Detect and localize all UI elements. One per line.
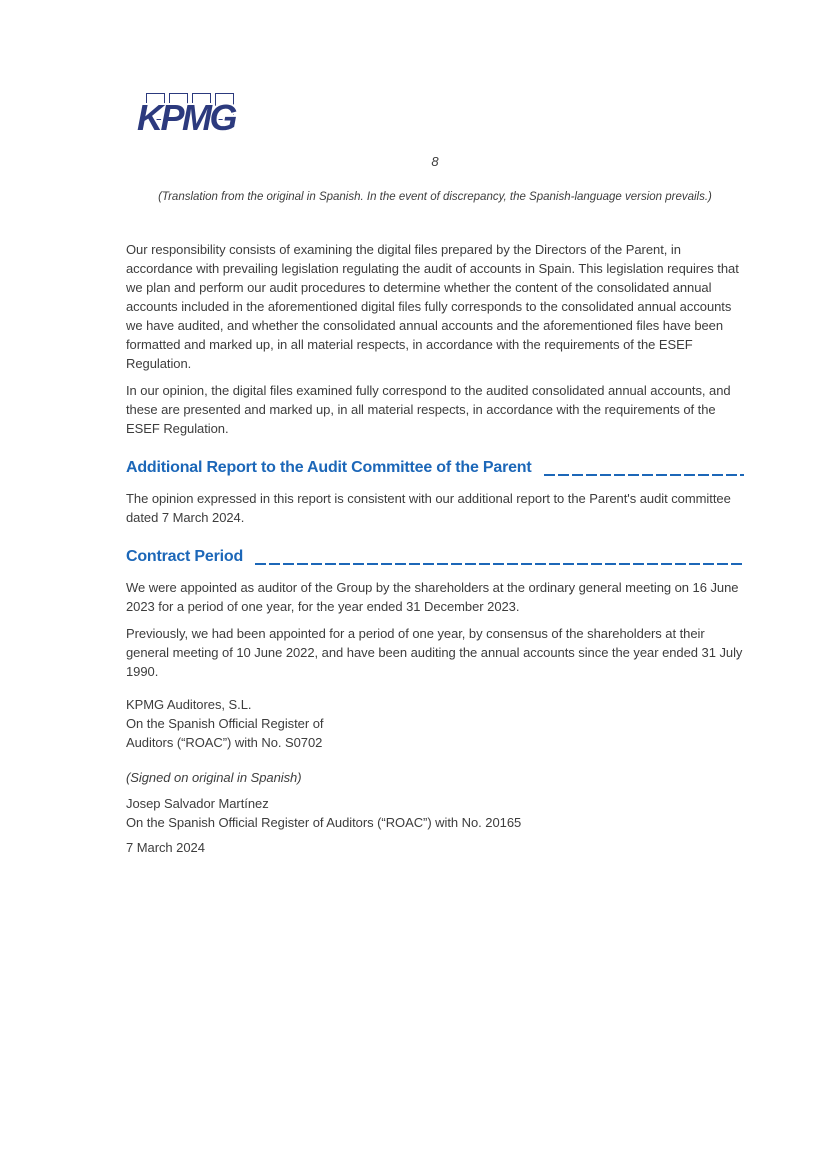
- signer-block: [126, 794, 744, 832]
- section-heading: [126, 459, 744, 477]
- section-heading: [126, 548, 744, 566]
- signature-block: [126, 695, 744, 857]
- intro-paragraphs: [126, 240, 744, 438]
- firm-register-line: On the Spanish Official Register of: [126, 716, 324, 731]
- heading-rule: [544, 474, 745, 476]
- paragraph: Our responsibility consists of examining the digital files prepared by the Directors of the Parent, in accordance with prevailing legislation regulating the audit of accounts in Spain. This legislation requires that we plan and perform our audit procedures to determine whether the content of the consolidated annual accounts included in the aforementioned digital files fully corresponds to the consolidated annual accounts we have audited, and whether the consolidated annual accounts and the aforementioned files have been formatted and marked up, in all material respects, in accordance with the requirements of the ESEF Regulation.: [126, 242, 739, 371]
- logo-wordmark: KPMG: [137, 97, 235, 138]
- heading-rule: [255, 563, 744, 565]
- firm-register-line: Auditors (“ROAC”) with No. S0702: [126, 735, 323, 750]
- paragraph: In our opinion, the digital files examined fully correspond to the audited consolidated annual accounts, and these are presented and marked up, in all material respects, in accordance with the requirements of the ESEF Regulation.: [126, 383, 731, 436]
- section-heading-label: Additional Report to the Audit Committee of the Parent: [126, 459, 532, 476]
- paragraph: We were appointed as auditor of the Group by the shareholders at the ordinary general meeting on 16 June 2023 for a period of one year, for the year ended 31 December 2023.: [126, 580, 739, 614]
- firm-name: KPMG Auditores, S.L.: [126, 697, 252, 712]
- signature-date: 7 March 2024: [126, 840, 205, 855]
- section-heading-label: Contract Period: [126, 548, 244, 565]
- signer-name: Josep Salvador Martínez: [126, 796, 269, 811]
- translation-note: (Translation from the original in Spanish. In the event of discrepancy, the Spanish-language version prevails.): [158, 191, 712, 203]
- section-additional-report: [126, 459, 744, 527]
- section-contract-period: [126, 548, 744, 681]
- kpmg-logo: [137, 93, 257, 139]
- signer-register-line: On the Spanish Official Register of Auditors (“ROAC”) with No. 20165: [126, 815, 522, 830]
- page-number: 8: [431, 154, 439, 169]
- signed-note: (Signed on original in Spanish): [126, 770, 302, 785]
- paragraph: The opinion expressed in this report is consistent with our additional report to the Parent's audit committee dated 7 March 2024.: [126, 491, 731, 525]
- document-content: [126, 154, 744, 857]
- paragraph: Previously, we had been appointed for a period of one year, by consensus of the shareholders at their general meeting of 10 June 2022, and have been auditing the annual accounts since the year ended 31 July 1990.: [126, 626, 743, 679]
